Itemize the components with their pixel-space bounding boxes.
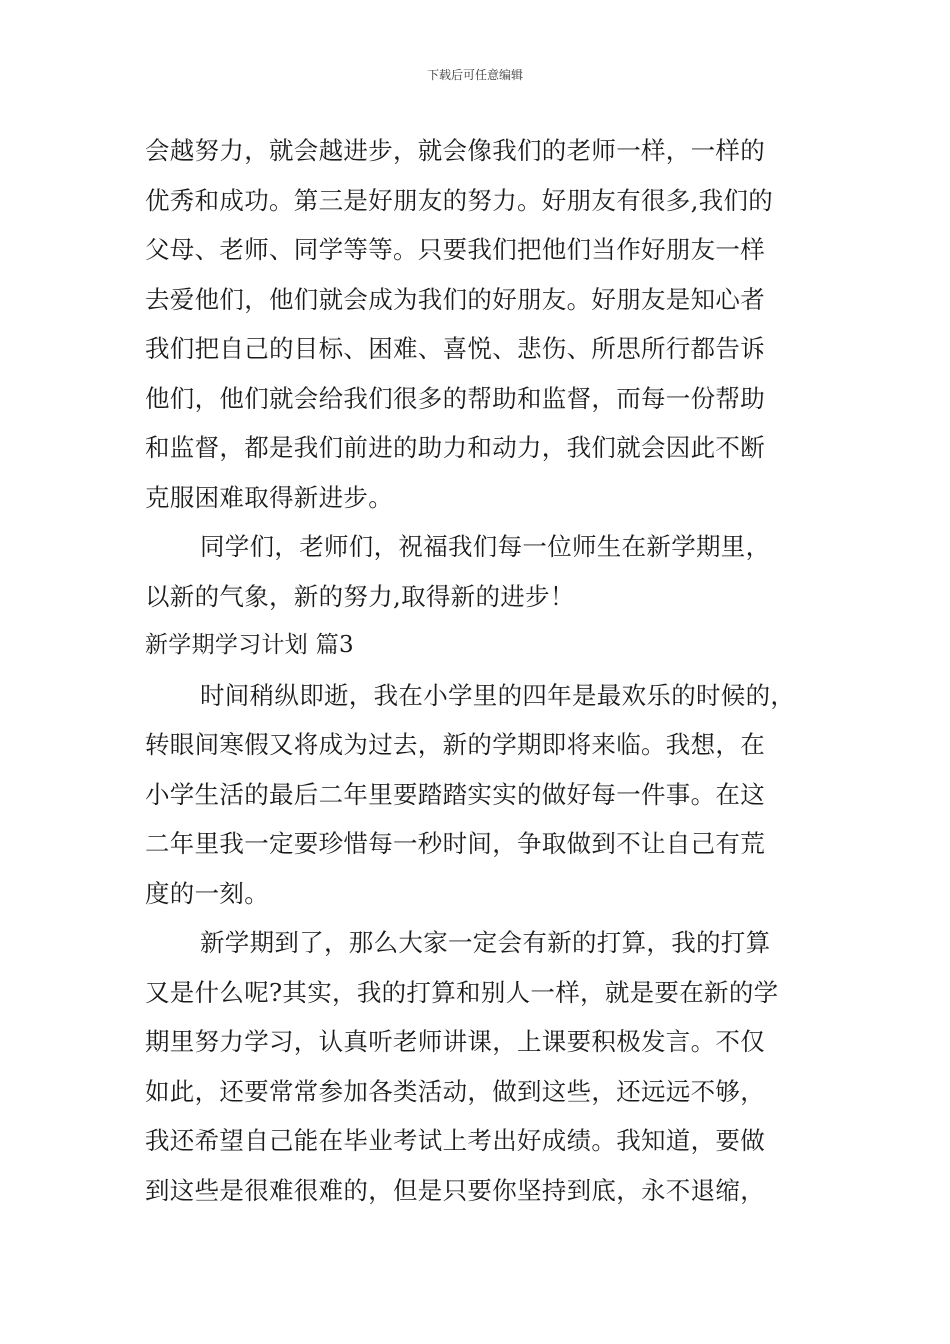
- text-line: 优秀和成功。第三是好朋友的努力。好朋友有很多,我们的: [145, 185, 774, 215]
- text-line: 我们把自己的目标、困难、喜悦、悲伤、所思所行都告诉: [145, 334, 765, 363]
- text-line: 时间稍纵即逝，我在小学里的四年是最欢乐的时候的，: [200, 680, 796, 710]
- text-line: 去爱他们，他们就会成为我们的好朋友。好朋友是知心者: [145, 284, 765, 314]
- section-heading: 新学期学习计划 篇3: [145, 632, 354, 658]
- text-line: 到这些是很难很难的，但是只要你坚持到底，永不退缩，: [145, 1175, 765, 1205]
- text-line: 度的一刻。: [145, 878, 269, 908]
- text-line: 他们，他们就会给我们很多的帮助和监督，而每一份帮助: [145, 383, 765, 413]
- text-line: 又是什么呢?其实，我的打算和别人一样，就是要在新的学: [145, 977, 779, 1007]
- text-line: 期里努力学习，认真听老师讲课，上课要积极发言。不仅: [145, 1027, 765, 1056]
- page-header: 下载后可任意编辑: [426, 68, 523, 82]
- text-line: 如此，还要常常参加各类活动，做到这些，还远远不够，: [145, 1076, 765, 1106]
- text-line: 我还希望自己能在毕业考试上考出好成绩。我知道，要做: [145, 1126, 765, 1155]
- text-line: 转眼间寒假又将成为过去，新的学期即将来临。我想，在: [145, 730, 765, 759]
- document-body: [145, 126, 835, 1215]
- text-line: 新学期到了，那么大家一定会有新的打算，我的打算: [200, 928, 771, 957]
- text-line: 克服困难取得新进步。: [145, 482, 393, 512]
- text-line: 同学们，老师们，祝福我们每一位师生在新学期里，: [200, 532, 771, 561]
- text-line: 父母、老师、同学等等。只要我们把他们当作好朋友一样: [145, 235, 765, 264]
- text-line: 小学生活的最后二年里要踏踏实实的做好每一件事。在这: [145, 779, 765, 809]
- text-line: 以新的气象，新的努力,取得新的进步！: [145, 581, 575, 611]
- text-line: 二年里我一定要珍惜每一秒时间，争取做到不让自己有荒: [145, 829, 765, 858]
- text-line: 会越努力，就会越进步，就会像我们的老师一样，一样的: [145, 136, 765, 165]
- text-line: 和监督，都是我们前进的助力和动力，我们就会因此不断: [145, 433, 765, 462]
